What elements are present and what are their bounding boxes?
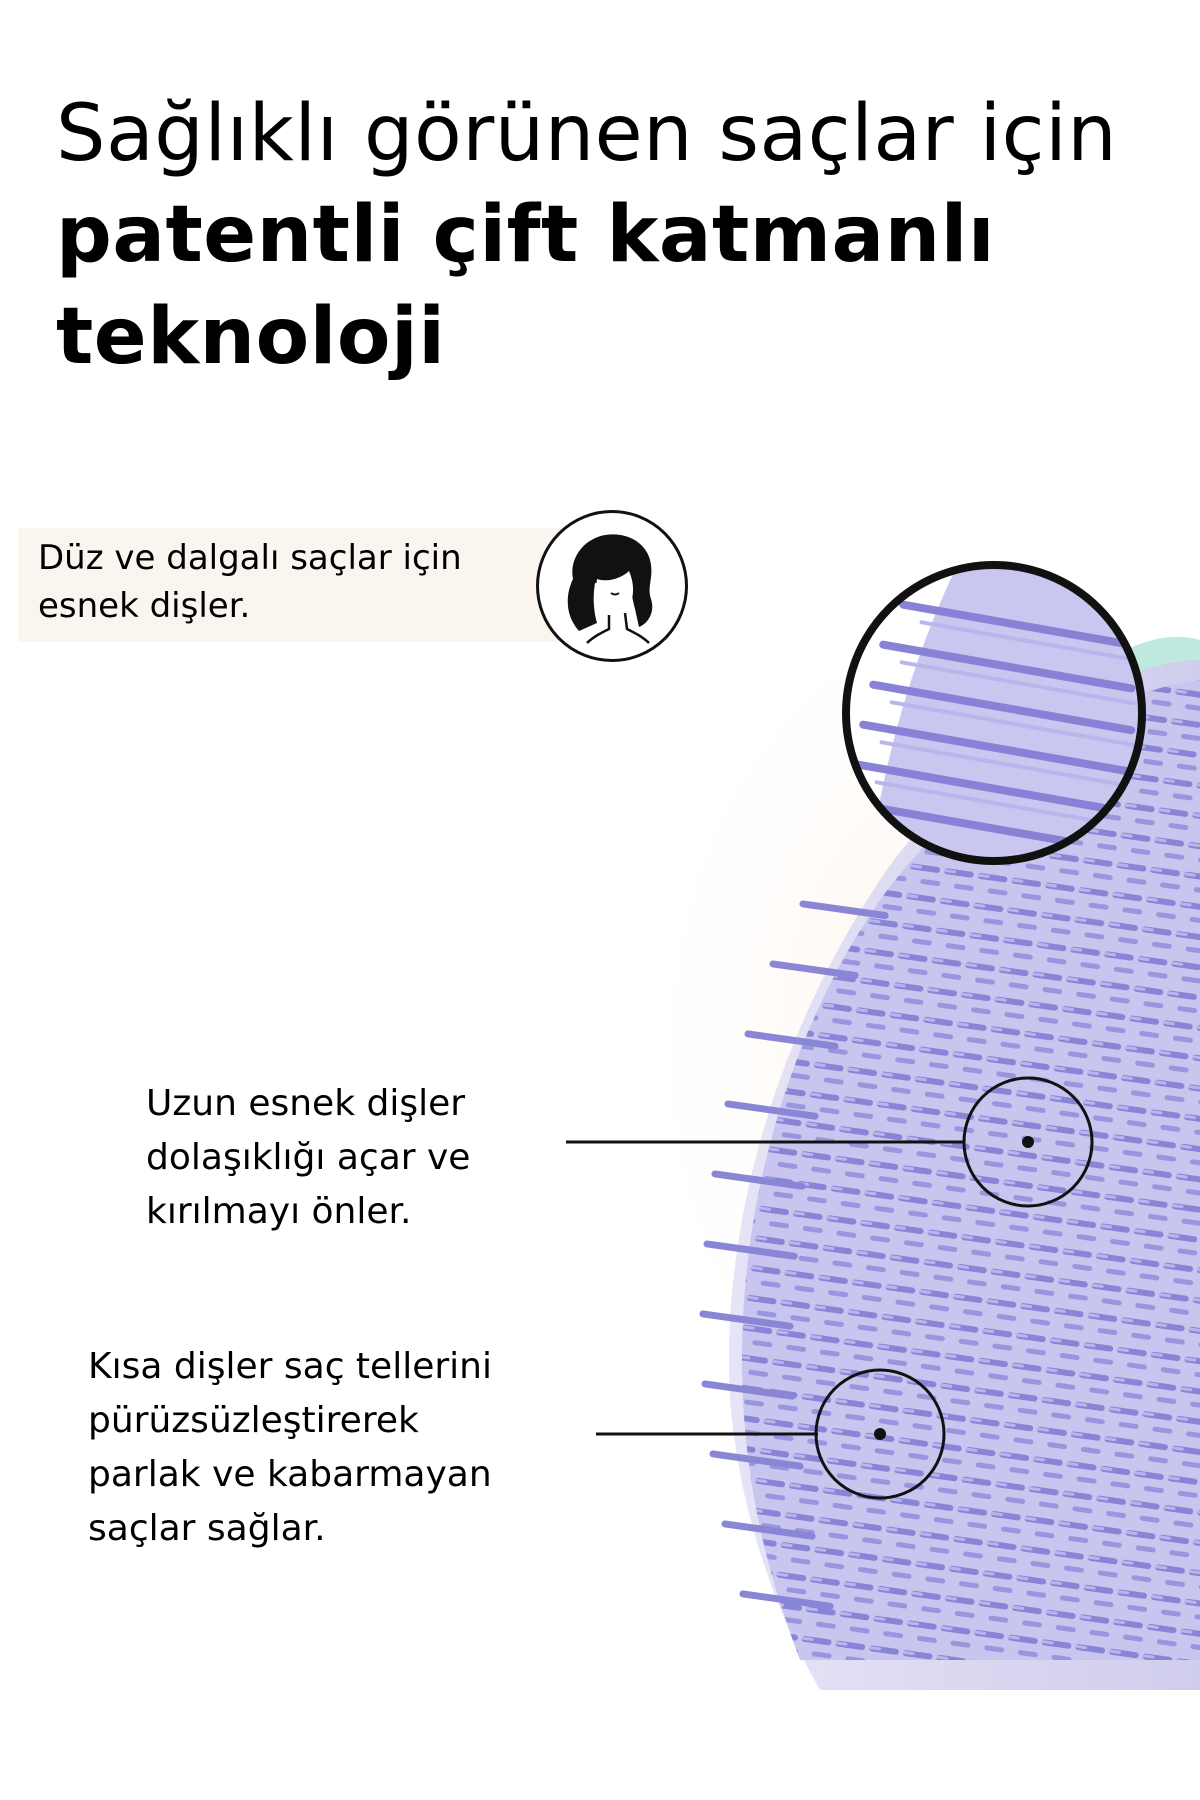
callout-2-line-1: Kısa dişler saç tellerini (88, 1346, 492, 1387)
badge-text (38, 534, 508, 630)
callout-1-line-2: dolaşıklığı açar ve (146, 1137, 471, 1178)
badge-text-line-1: Düz ve dalgalı saçlar için (38, 538, 462, 578)
callout-2-line-3: parlak ve kabarmayan (88, 1454, 492, 1495)
badge-text-line-2: esnek dişler. (38, 586, 251, 626)
callout-short-bristles (88, 1340, 558, 1556)
callout-dot-1 (1022, 1136, 1034, 1148)
callout-dot-2 (874, 1428, 886, 1440)
callout-1-line-3: kırılmayı önler. (146, 1191, 412, 1232)
headline (56, 84, 1156, 388)
wavy-hair-woman-icon (536, 510, 688, 662)
headline-line-3: teknoloji (56, 291, 446, 382)
callout-long-bristles (146, 1077, 566, 1239)
callout-2-line-4: saçlar sağlar. (88, 1508, 326, 1549)
callout-2-line-2: pürüzsüzleştirerek (88, 1400, 419, 1441)
callout-1-line-1: Uzun esnek dişler (146, 1083, 466, 1124)
headline-line-1: Sağlıklı görünen saçlar için (56, 89, 1118, 179)
headline-line-2: patentli çift katmanlı (56, 190, 996, 281)
